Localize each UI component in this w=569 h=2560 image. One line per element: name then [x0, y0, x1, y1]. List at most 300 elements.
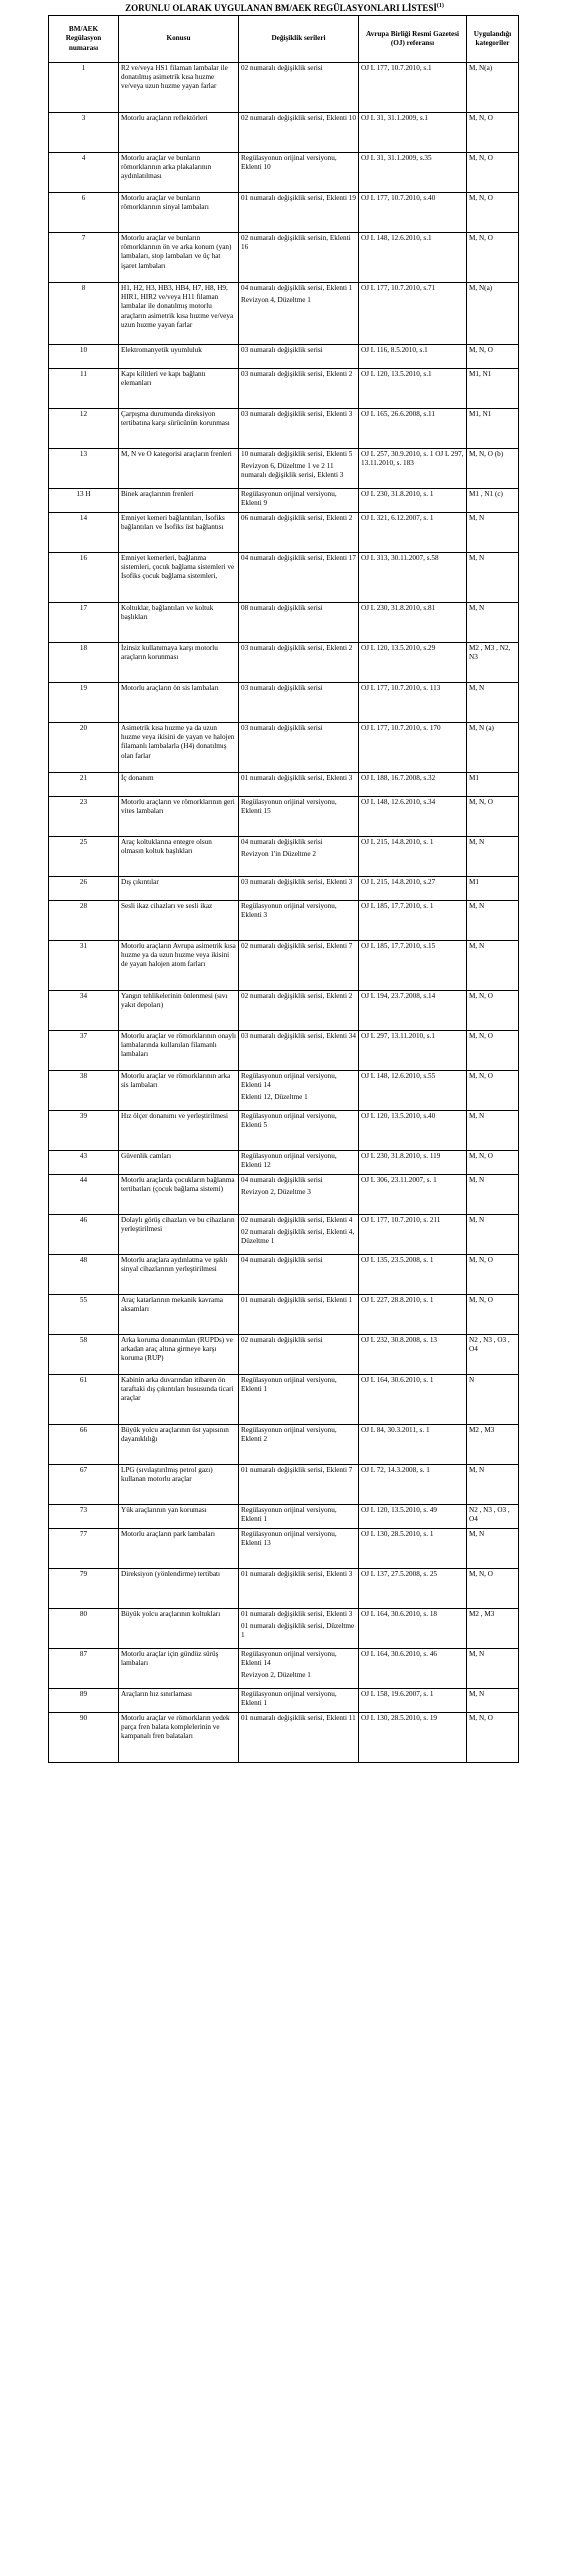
cell-amendment-series	[239, 449, 359, 489]
table-row	[49, 901, 519, 941]
cell-regulation-number: 77	[49, 1529, 119, 1569]
cell-regulation-number: 55	[49, 1295, 119, 1335]
cell-regulation-number: 12	[49, 409, 119, 449]
cell-regulation-number: 80	[49, 1609, 119, 1649]
amendment-series-entry: 02 numaralı değişiklik serisi	[241, 1336, 323, 1344]
cell-regulation-number: 17	[49, 603, 119, 643]
cell-categories: M, N	[467, 513, 519, 553]
table-row	[49, 1505, 519, 1529]
cell-oj-reference: OJ L 158, 19.6.2007, s. 1	[359, 1689, 467, 1713]
cell-subject: Kapı kilitleri ve kapı bağlantı elemanları	[119, 369, 239, 409]
cell-amendment-series	[239, 1609, 359, 1649]
cell-amendment-series	[239, 1689, 359, 1713]
cell-subject: Asimetrik kısa huzme ya da uzun huzme veya ikisini de yayan ve halojen filamanlı lambalarla (H4) donatılmış olan farlar	[119, 723, 239, 773]
amendment-series-entry: 10 numaralı değişiklik serisi, Eklenti 5	[241, 450, 353, 458]
amendment-series-entry: 02 numaralı değişiklik serisi, Eklenti 4	[241, 1216, 353, 1224]
amendment-series-entry: 01 numaralı değişiklik serisi, Eklenti 11	[241, 1714, 356, 1722]
cell-oj-reference: OJ L 164, 30.6.2010, s. 1	[359, 1375, 467, 1425]
cell-categories: M, N	[467, 1649, 519, 1689]
header-categories: Uygulandığı kategoriler	[467, 16, 519, 63]
cell-subject: Motorlu araçlarda çocukların bağlanma tertibatları (çocuk bağlama sistemi)	[119, 1175, 239, 1215]
cell-subject: Büyük yolcu araçlarının koltukları	[119, 1609, 239, 1649]
cell-categories: M1, N1	[467, 409, 519, 449]
amendment-series-entry: 03 numaralı değişiklik serisi	[241, 346, 323, 354]
amendment-series-entry: 02 numaralı değişiklik serisi, Eklenti 4, Düzeltme 1	[241, 1228, 355, 1246]
cell-categories: M, N(a)	[467, 63, 519, 113]
cell-oj-reference: OJ L 177, 10.7.2010, s.40	[359, 193, 467, 233]
cell-regulation-number: 90	[49, 1713, 119, 1763]
cell-amendment-series	[239, 1175, 359, 1215]
cell-categories: M1	[467, 773, 519, 797]
cell-oj-reference: OJ L 230, 31.8.2010, s. 1	[359, 489, 467, 513]
cell-regulation-number: 28	[49, 901, 119, 941]
cell-oj-reference: OJ L 215, 14.8.2010, s. 1	[359, 837, 467, 877]
cell-amendment-series	[239, 283, 359, 345]
cell-amendment-series	[239, 683, 359, 723]
table-row	[49, 233, 519, 283]
table-row	[49, 1071, 519, 1111]
cell-regulation-number: 73	[49, 1505, 119, 1529]
cell-categories: M, N, O	[467, 1031, 519, 1071]
cell-subject: Dolaylı görüş cihazları ve bu cihazların yerleştirilmesi	[119, 1215, 239, 1255]
cell-oj-reference: OJ L 177, 10.7.2010, s.71	[359, 283, 467, 345]
amendment-series-entry: 04 numaralı değişiklik serisi, Eklenti 17	[241, 554, 356, 562]
amendment-series-entry: Revizyon 2, Düzeltme 1	[241, 1671, 311, 1680]
table-row	[49, 283, 519, 345]
amendment-series-entry: Regülasyonun orijinal versiyonu, Eklenti 12	[241, 1152, 337, 1170]
cell-regulation-number: 44	[49, 1175, 119, 1215]
cell-regulation-number: 8	[49, 283, 119, 345]
table-row	[49, 1295, 519, 1335]
cell-regulation-number: 26	[49, 877, 119, 901]
cell-regulation-number: 37	[49, 1031, 119, 1071]
cell-regulation-number: 18	[49, 643, 119, 683]
table-row	[49, 1175, 519, 1215]
cell-oj-reference: OJ L 164, 30.6.2010, s. 18	[359, 1609, 467, 1649]
cell-amendment-series	[239, 1111, 359, 1151]
table-row	[49, 603, 519, 643]
table-row	[49, 1031, 519, 1071]
cell-subject: Emniyet kemeri bağlantıları, İsofiks bağlantıları ve İsofiks üst bağlantısı	[119, 513, 239, 553]
document-title	[0, 0, 569, 15]
cell-oj-reference: OJ L 257, 30.9.2010, s. 1 OJ L 297, 13.11.2010, s. 183	[359, 449, 467, 489]
cell-regulation-number: 1	[49, 63, 119, 113]
amendment-series-entry: 02 numaralı değişiklik serisi, Eklenti 10	[241, 114, 356, 122]
cell-oj-reference: OJ L 227, 28.8.2010, s. 1	[359, 1295, 467, 1335]
amendment-series-entry: Regülasyonun orijinal versiyonu, Eklenti 15	[241, 798, 337, 816]
cell-subject: Emniyet kemerleri, bağlanma sistemleri, çocuk bağlama sistemleri ve İsofiks çocuk bağlama sistemleri,	[119, 553, 239, 603]
cell-categories: M, N, O	[467, 233, 519, 283]
title-footnote-mark: (1)	[436, 3, 444, 9]
cell-oj-reference: OJ L 137, 27.5.2008, s. 25	[359, 1569, 467, 1609]
cell-amendment-series	[239, 797, 359, 837]
amendment-series-entry: 02 numaralı değişiklik serisin, Eklenti 16	[241, 234, 351, 252]
cell-regulation-number: 61	[49, 1375, 119, 1425]
table-row	[49, 345, 519, 369]
amendment-series-entry: 01 numaralı değişiklik serisi, Eklenti 1	[241, 1296, 353, 1304]
amendment-series-entry: 02 numaralı değişiklik serisi	[241, 64, 323, 72]
cell-categories: M, N	[467, 1175, 519, 1215]
regulations-table	[48, 15, 519, 1763]
cell-subject: Elektromanyetik uyumluluk	[119, 345, 239, 369]
cell-oj-reference: OJ L 185, 17.7.2010, s. 1	[359, 901, 467, 941]
table-row	[49, 1713, 519, 1763]
table-row	[49, 1529, 519, 1569]
table-row	[49, 683, 519, 723]
cell-categories: M1, N1	[467, 369, 519, 409]
cell-categories: M, N, O	[467, 193, 519, 233]
cell-categories: M, N, O	[467, 345, 519, 369]
cell-oj-reference: OJ L 135, 23.5.2008, s. 1	[359, 1255, 467, 1295]
cell-subject: Hız ölçer donanımı ve yerleştirilmesi	[119, 1111, 239, 1151]
amendment-series-entry: 03 numaralı değişiklik serisi	[241, 684, 323, 692]
table-row	[49, 113, 519, 153]
cell-oj-reference: OJ L 297, 13.11.2010, s.1	[359, 1031, 467, 1071]
amendment-series-entry: 01 numaralı değişiklik serisi, Eklenti 3	[241, 1570, 353, 1578]
table-row	[49, 1151, 519, 1175]
table-row	[49, 513, 519, 553]
table-row	[49, 449, 519, 489]
amendment-series-entry: 04 numaralı değişiklik serisi	[241, 1176, 323, 1184]
cell-categories: M, N	[467, 1111, 519, 1151]
cell-amendment-series	[239, 603, 359, 643]
cell-categories: M2 , M3	[467, 1425, 519, 1465]
cell-categories: M, N, O	[467, 1295, 519, 1335]
cell-amendment-series	[239, 643, 359, 683]
amendment-series-entry: 04 numaralı değişiklik serisi, Eklenti 1	[241, 284, 353, 292]
cell-categories: M, N	[467, 901, 519, 941]
cell-subject: Büyük yolcu araçlarının üst yapısının dayanıklılığı	[119, 1425, 239, 1465]
amendment-series-entry: Regülasyonun orijinal versiyonu, Eklenti 1	[241, 1376, 337, 1394]
cell-amendment-series	[239, 991, 359, 1031]
amendment-series-entry: Revizyon 6, Düzeltme 1 ve 2 11 numaralı değişiklik serisi, Eklenti 3	[241, 462, 344, 480]
cell-oj-reference: OJ L 177, 10.7.2010, s. 170	[359, 723, 467, 773]
cell-categories: M, N	[467, 1529, 519, 1569]
cell-subject: Yük araçlarının yan koruması	[119, 1505, 239, 1529]
cell-subject: Motorlu araçların park lambaları	[119, 1529, 239, 1569]
cell-subject: Motorlu araçlar ve bunların römorklarının ön ve arka konum (yan) lambaları, stop lambaları ve üç hat işaret lambaları	[119, 233, 239, 283]
cell-amendment-series	[239, 513, 359, 553]
table-row	[49, 1335, 519, 1375]
cell-subject: Motorlu araçların reflektörleri	[119, 113, 239, 153]
amendment-series-entry: 03 numaralı değişiklik serisi, Eklenti 3	[241, 878, 353, 886]
table-row	[49, 1465, 519, 1505]
table-row	[49, 1215, 519, 1255]
cell-regulation-number: 34	[49, 991, 119, 1031]
cell-oj-reference: OJ L 164, 30.6.2010, s. 46	[359, 1649, 467, 1689]
cell-subject: Araç koltuklarına entegre olsun olmasın koltuk başlıkları	[119, 837, 239, 877]
cell-amendment-series	[239, 837, 359, 877]
cell-amendment-series	[239, 113, 359, 153]
cell-amendment-series	[239, 1151, 359, 1175]
cell-amendment-series	[239, 1335, 359, 1375]
cell-regulation-number: 3	[49, 113, 119, 153]
cell-amendment-series	[239, 1649, 359, 1689]
cell-amendment-series	[239, 63, 359, 113]
cell-categories: M, N(a)	[467, 283, 519, 345]
cell-subject: Motorlu araçlar ve römorklarının onaylı lambalarında kullanılan filamanlı lambaları	[119, 1031, 239, 1071]
table-row	[49, 1569, 519, 1609]
cell-subject: Motorlu araçların Avrupa asimetrik kısa huzme ya da uzun huzme veya ikisini de yayan halojen atom farları	[119, 941, 239, 991]
cell-oj-reference: OJ L 188, 16.7.2008, s.32	[359, 773, 467, 797]
cell-regulation-number: 58	[49, 1335, 119, 1375]
cell-categories: N2 , N3 , O3 , O4	[467, 1505, 519, 1529]
cell-categories: M, N	[467, 837, 519, 877]
table-row	[49, 489, 519, 513]
cell-subject: Koltuklar, bağlantıları ve koltuk başlıkları	[119, 603, 239, 643]
cell-amendment-series	[239, 1465, 359, 1505]
cell-subject: H1, H2, H3, HB3, HB4, H7, H8, H9, HIR1, HIR2 ve/veya H11 filaman lambalar ile donatılmış motorlu araçların asimetrik kısa huzme ve/veya uzun huzme yayan farlar	[119, 283, 239, 345]
cell-regulation-number: 23	[49, 797, 119, 837]
table-row	[49, 1111, 519, 1151]
cell-subject: Yangın tehlikelerinin önlenmesi (sıvı yakıt depoları)	[119, 991, 239, 1031]
amendment-series-entry: Revizyon 4, Düzeltme 1	[241, 296, 311, 305]
cell-oj-reference: OJ L 177, 10.7.2010, s.1	[359, 63, 467, 113]
cell-oj-reference: OJ L 321, 6.12.2007, s. 1	[359, 513, 467, 553]
cell-categories: M1	[467, 877, 519, 901]
cell-oj-reference: OJ L 215, 14.8.2010, s.27	[359, 877, 467, 901]
cell-amendment-series	[239, 345, 359, 369]
cell-oj-reference: OJ L 84, 30.3.2011, s. 1	[359, 1425, 467, 1465]
cell-amendment-series	[239, 1031, 359, 1071]
cell-oj-reference: OJ L 148, 12.6.2010, s.55	[359, 1071, 467, 1111]
cell-amendment-series	[239, 723, 359, 773]
cell-categories: N	[467, 1375, 519, 1425]
cell-oj-reference: OJ L 120, 13.5.2010, s.40	[359, 1111, 467, 1151]
cell-regulation-number: 6	[49, 193, 119, 233]
table-row	[49, 1375, 519, 1425]
cell-subject: Arka koruma donanımları (RUPDs) ve arkadan araç altına girmeye karşı koruma (RUP)	[119, 1335, 239, 1375]
amendment-series-entry: 03 numaralı değişiklik serisi, Eklenti 2	[241, 370, 353, 378]
cell-categories: M, N, O	[467, 113, 519, 153]
cell-oj-reference: OJ L 177, 10.7.2010, s. 113	[359, 683, 467, 723]
cell-regulation-number: 20	[49, 723, 119, 773]
amendment-series-entry: Regülasyonun orijinal versiyonu, Eklenti 10	[241, 154, 337, 172]
cell-amendment-series	[239, 1713, 359, 1763]
cell-amendment-series	[239, 233, 359, 283]
amendment-series-entry: Regülasyonun orijinal versiyonu, Eklenti 13	[241, 1530, 337, 1548]
amendment-series-entry: Revizyon 1'in Düzeltme 2	[241, 850, 316, 859]
cell-regulation-number: 87	[49, 1649, 119, 1689]
cell-subject: Motorlu araçlara aydınlatma ve ışıklı sinyal cihazlarının yerleştirilmesi	[119, 1255, 239, 1295]
header-row	[49, 16, 519, 63]
cell-amendment-series	[239, 901, 359, 941]
cell-oj-reference: OJ L 148, 12.6.2010, s.1	[359, 233, 467, 283]
cell-oj-reference: OJ L 130, 28.5.2010, s. 1	[359, 1529, 467, 1569]
cell-subject: Binek araçlarının frenleri	[119, 489, 239, 513]
cell-categories: M, N	[467, 1215, 519, 1255]
amendment-series-entry: 01 numaralı değişiklik serisi, Eklenti 19	[241, 194, 356, 202]
cell-oj-reference: OJ L 306, 23.11.2007, s. 1	[359, 1175, 467, 1215]
table-header	[49, 16, 519, 63]
cell-subject: LPG (sıvılaştırılmış petrol gazı) kullanan motorlu araçlar	[119, 1465, 239, 1505]
amendment-series-entry: Regülasyonun orijinal versiyonu, Eklenti 14	[241, 1072, 337, 1090]
cell-regulation-number: 21	[49, 773, 119, 797]
amendment-series-entry: 02 numaralı değişiklik serisi, Eklenti 7	[241, 942, 353, 950]
header-regulation-number: BM/AEK Regülasyon numarası	[49, 16, 119, 63]
amendment-series-entry: Eklenti 12, Düzeltme 1	[241, 1093, 308, 1102]
table-row	[49, 1255, 519, 1295]
cell-categories: M, N	[467, 1465, 519, 1505]
cell-categories: M, N, O	[467, 991, 519, 1031]
amendment-series-entry: 06 numaralı değişiklik serisi, Eklenti 2	[241, 514, 353, 522]
cell-subject: Motorlu araçlar ve bunların römorklarının arka plakalarının aydınlatılması	[119, 153, 239, 193]
cell-subject: Motorlu araçlar ve bunların römorklarının sinyal lambaları	[119, 193, 239, 233]
amendment-series-entry: 03 numaralı değişiklik serisi	[241, 724, 323, 732]
table-row	[49, 1425, 519, 1465]
cell-subject: Çarpışma durumunda direksiyon tertibatına karşı sürücünün korunması	[119, 409, 239, 449]
cell-regulation-number: 11	[49, 369, 119, 409]
cell-categories: M, N	[467, 1689, 519, 1713]
amendment-series-entry: Regülasyonun orijinal versiyonu, Eklenti 14	[241, 1650, 337, 1668]
table-row	[49, 941, 519, 991]
cell-oj-reference: OJ L 185, 17.7.2010, s.15	[359, 941, 467, 991]
cell-subject: Motorlu araçlar ve römorklarının arka sis lambaları	[119, 1071, 239, 1111]
cell-categories: M, N, O (b)	[467, 449, 519, 489]
cell-subject: Motorlu araçlar için gündüz sürüş lambaları	[119, 1649, 239, 1689]
cell-oj-reference: OJ L 194, 23.7.2008, s.14	[359, 991, 467, 1031]
cell-categories: M, N	[467, 683, 519, 723]
cell-regulation-number: 79	[49, 1569, 119, 1609]
amendment-series-entry: 04 numaralı değişiklik serisi	[241, 838, 323, 846]
cell-subject: Motorlu araçların ön sis lambaları	[119, 683, 239, 723]
amendment-series-entry: 01 numaralı değişiklik serisi, Eklenti 3	[241, 774, 353, 782]
header-oj-reference: Avrupa Birliği Resmi Gazetesi (OJ) referansı	[359, 16, 467, 63]
cell-subject: M, N ve O kategorisi araçların frenleri	[119, 449, 239, 489]
cell-subject: R2 ve/veya HS1 filaman lambalar ile donatılmış asimetrik kısa huzme ve/veya uzun huzme yayan farlar	[119, 63, 239, 113]
document-title-text: ZORUNLU OLARAK UYGULANAN BM/AEK REGÜLASYONLARI LİSTESİ	[125, 3, 437, 13]
amendment-series-entry: 08 numaralı değişiklik serisi	[241, 604, 323, 612]
amendment-series-entry: Revizyon 2, Düzeltme 3	[241, 1188, 311, 1197]
table-row	[49, 643, 519, 683]
amendment-series-entry: Regülasyonun orijinal versiyonu, Eklenti 1	[241, 1506, 337, 1524]
cell-regulation-number: 4	[49, 153, 119, 193]
amendment-series-entry: 04 numaralı değişiklik serisi	[241, 1256, 323, 1264]
cell-categories: M, N, O	[467, 797, 519, 837]
table-row	[49, 1689, 519, 1713]
cell-subject: Sesli ikaz cihazları ve sesli ikaz	[119, 901, 239, 941]
table-row	[49, 837, 519, 877]
cell-categories: M2 , M3	[467, 1609, 519, 1649]
cell-subject: Güvenlik camları	[119, 1151, 239, 1175]
cell-regulation-number: 66	[49, 1425, 119, 1465]
cell-regulation-number: 19	[49, 683, 119, 723]
cell-oj-reference: OJ L 31, 31.1.2009, s.35	[359, 153, 467, 193]
amendment-series-entry: Regülasyonun orijinal versiyonu, Eklenti 9	[241, 490, 337, 508]
cell-oj-reference: OJ L 116, 8.5.2010, s.1	[359, 345, 467, 369]
cell-regulation-number: 10	[49, 345, 119, 369]
header-subject: Konusu	[119, 16, 239, 63]
table-row	[49, 553, 519, 603]
cell-categories: M, N, O	[467, 1255, 519, 1295]
amendment-series-entry: Regülasyonun orijinal versiyonu, Eklenti 1	[241, 1690, 337, 1708]
cell-amendment-series	[239, 1529, 359, 1569]
table-row	[49, 773, 519, 797]
cell-categories: M, N (a)	[467, 723, 519, 773]
cell-categories: M2 , M3 , N2, N3	[467, 643, 519, 683]
cell-categories: M, N	[467, 553, 519, 603]
cell-regulation-number: 31	[49, 941, 119, 991]
cell-regulation-number: 16	[49, 553, 119, 603]
amendment-series-entry: 01 numaralı değişiklik serisi, Düzeltme 1	[241, 1622, 355, 1640]
cell-categories: M, N, O	[467, 1071, 519, 1111]
cell-subject: İzinsiz kullanımaya karşı motorlu araçların korunması	[119, 643, 239, 683]
cell-amendment-series	[239, 1569, 359, 1609]
cell-oj-reference: OJ L 230, 31.8.2010, s.81	[359, 603, 467, 643]
cell-regulation-number: 48	[49, 1255, 119, 1295]
amendment-series-entry: Regülasyonun orijinal versiyonu, Eklenti 2	[241, 1426, 337, 1444]
table-body	[49, 63, 519, 1763]
cell-oj-reference: OJ L 130, 28.5.2010, s. 19	[359, 1713, 467, 1763]
cell-categories: M, N, O	[467, 153, 519, 193]
cell-regulation-number: 7	[49, 233, 119, 283]
amendment-series-entry: 03 numaralı değişiklik serisi, Eklenti 2	[241, 644, 353, 652]
amendment-series-entry: 01 numaralı değişiklik serisi, Eklenti 3	[241, 1610, 353, 1618]
cell-categories: M1 , N1 (c)	[467, 489, 519, 513]
table-row	[49, 1649, 519, 1689]
cell-amendment-series	[239, 1255, 359, 1295]
table-row	[49, 1609, 519, 1649]
cell-amendment-series	[239, 369, 359, 409]
cell-oj-reference: OJ L 120, 13.5.2010, s. 49	[359, 1505, 467, 1529]
cell-regulation-number: 14	[49, 513, 119, 553]
cell-regulation-number: 89	[49, 1689, 119, 1713]
cell-oj-reference: OJ L 72, 14.3.2008, s. 1	[359, 1465, 467, 1505]
cell-subject: Motorlu araçların ve römorklarının geri vites lambaları	[119, 797, 239, 837]
cell-subject: Dış çıkıntılar	[119, 877, 239, 901]
table-row	[49, 153, 519, 193]
table-row	[49, 723, 519, 773]
cell-categories: M, N, O	[467, 1713, 519, 1763]
cell-subject: Direksiyon (yönlendirme) tertibatı	[119, 1569, 239, 1609]
amendment-series-entry: Regülasyonun orijinal versiyonu, Eklenti 5	[241, 1112, 337, 1130]
cell-regulation-number: 25	[49, 837, 119, 877]
cell-regulation-number: 67	[49, 1465, 119, 1505]
cell-oj-reference: OJ L 230, 31.8.2010, s. 119	[359, 1151, 467, 1175]
amendment-series-entry: Regülasyonun orijinal versiyonu, Eklenti 3	[241, 902, 337, 920]
cell-amendment-series	[239, 1071, 359, 1111]
cell-oj-reference: OJ L 177, 10.7.2010, s. 211	[359, 1215, 467, 1255]
cell-oj-reference: OJ L 120, 13.5.2010, s.1	[359, 369, 467, 409]
amendment-series-entry: 03 numaralı değişiklik serisi, Eklenti 34	[241, 1032, 356, 1040]
cell-categories: M, N	[467, 603, 519, 643]
table-row	[49, 797, 519, 837]
cell-oj-reference: OJ L 313, 30.11.2007, s.58	[359, 553, 467, 603]
cell-amendment-series	[239, 193, 359, 233]
cell-oj-reference: OJ L 148, 12.6.2010, s.34	[359, 797, 467, 837]
cell-regulation-number: 38	[49, 1071, 119, 1111]
table-row	[49, 63, 519, 113]
cell-amendment-series	[239, 1375, 359, 1425]
amendment-series-entry: 01 numaralı değişiklik serisi, Eklenti 7	[241, 1466, 353, 1474]
table-row	[49, 409, 519, 449]
cell-amendment-series	[239, 553, 359, 603]
cell-amendment-series	[239, 773, 359, 797]
table-row	[49, 991, 519, 1031]
table-row	[49, 369, 519, 409]
cell-subject: Araç katarlarının mekanik kavrama aksamları	[119, 1295, 239, 1335]
amendment-series-entry: 03 numaralı değişiklik serisi, Eklenti 3	[241, 410, 353, 418]
cell-amendment-series	[239, 941, 359, 991]
header-amendment-series: Değişiklik serileri	[239, 16, 359, 63]
cell-regulation-number: 13 H	[49, 489, 119, 513]
cell-amendment-series	[239, 1295, 359, 1335]
cell-regulation-number: 43	[49, 1151, 119, 1175]
cell-subject: Motorlu araçlar ve römorkların yedek parça fren balata komplelerinin ve kampanalı fren balataları	[119, 1713, 239, 1763]
cell-categories: N2 , N3 , O3 , O4	[467, 1335, 519, 1375]
cell-categories: M, N	[467, 941, 519, 991]
cell-amendment-series	[239, 489, 359, 513]
